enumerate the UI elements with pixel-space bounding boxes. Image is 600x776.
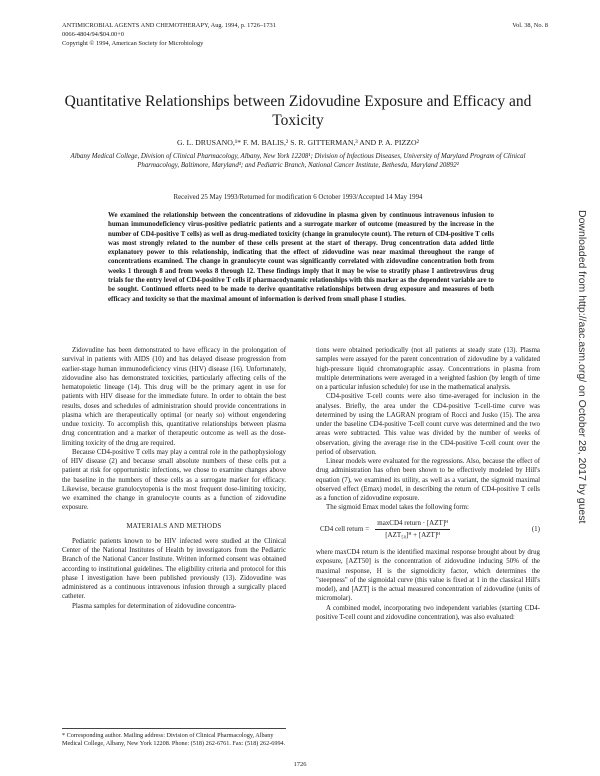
author-list: G. L. DRUSANO,¹* F. M. BALIS,² S. R. GITTERMAN,³ AND P. A. PIZZO² [176,138,419,147]
body-paragraph: tions were obtained periodically (not all patients at steady state (13). Plasma samples were assayed for the parent concentration of zidovudine by a validated high-pressure liquid chromatographic assay. Concentrations in plasma from multiple determinations were averaged in a weighted fashion (by length of time on a particular infusion schedule) for use in the mathematical analysis. [316,347,540,391]
corresponding-author-footnote [62,728,286,748]
intro-paragraph: Zidovudine has been demonstrated to have efficacy in the prolongation of survival in patients with AIDS (10) and has delayed disease progression from earlier-stage human immunodeficiency virus (HIV) disease (16). Unfortunately, zidovudine also has demonstrated toxicities, particularly affecting cells of the hematopoietic lineage (14). This drug will be the primary agent in use for patients with HIV disease for the immediate future. In order to obtain the best results, doses and schedules of administration should provide concentrations in plasma which are therapeutically optimal (or nearly so) without engendering undue toxicity. To accomplish this, quantitative relationships between plasma drug concentration and a marker of therapeutic outcome as well as the dose-limiting toxicity of the drug are required. [62,347,286,447]
right-column [316,346,540,622]
article-title: Quantitative Relationships between Zidovudine Exposure and Efficacy and Toxicity [64,93,532,129]
journal-citation: ANTIMICROBIAL AGENTS AND CHEMOTHERAPY, Aug. 1994, p. 1726–1731 [62,22,276,29]
author-affiliations: Albany Medical College, Division of Clinical Pharmacology, Albany, New York 12208¹; Division of Infectious Diseases, University of Maryland Program of Clinical Pharmacology, Baltimore, Maryland³; and Pediatric Branch, National Cancer Institute, Bethesda, Maryland 20892² [70,153,526,170]
body-paragraph: Because CD4-positive T cells may play a central role in the pathophysiology of HIV disease (2) and because small absolute numbers of these cells put a patient at risk for opportunistic infections, we chose to examine changes above the baseline in the numbers of these cells as a surrogate marker for efficacy. Likewise, because granulocytopenia is the most frequent dose-limiting toxicity, we examined the change in granulocyte counts as a function of zidovudine exposure. [62,448,286,512]
equation-numerator: maxCD4 return · [AZT]ᴴ [375,519,450,530]
equation-lhs: CD4 cell return = [320,524,370,533]
footnote-text: * Corresponding author. Mailing address: Division of Clinical Pharmacology, Albany Medical College, Albany, New York 12208. Phone: (518) 262-6761. Fax: (518) 262-6994. [62,732,286,747]
body-paragraph: where maxCD4 return is the identified maximal response brought about by drug exposure, [AZT50] is the concentration of zidovudine inducing 50% of the maximal response, H is the sigmoidicity factor, which determines the "steepness" of the sigmoidal curve (this value is fixed at 1 in the classical Hill's model), and [AZT] is the actual measured concentration of zidovudine (units of micromolar). [316,549,540,603]
equation-denominator: [AZT₅₀]ᴴ + [AZT]ᴴ [385,530,441,539]
body-paragraph: CD4-positive T-cell counts were also time-averaged for inclusion in the analyses. Briefly, the area under the CD4-positive T-cell-time curve was determined by using the LAGRAN program of Rocci and Jusko (15). The area under the baseline CD4-positive T-cell count curve was determined and the two areas were subtracted. This value was divided by the number of weeks of observation, giving the average rise in the CD4-positive T-cell count over the period of observation. [316,393,540,456]
equation-number: (1) [531,524,540,533]
abstract: We examined the relationship between the concentrations of zidovudine in plasma given by continuous intravenous infusion to human immunodeficiency virus-positive pediatric patients and a surrogate marker of outcome (measured by the increase in the number of CD4-positive T cells) as well as drug-mediated toxicity (change in granulocyte count). The return of CD4-positive T cells was most strongly related to the number of these cells present at the start of therapy. Drug concentration data added little explanatory power to this relationship, indicating that the effect of zidovudine was near maximal throughout the range of concentrations examined. The change in granulocyte count was significantly correlated with zidovudine concentration both from weeks 1 through 8 and from weeks 8 through 12. These findings imply that it may be wise to stratify phase I antiretrovirus drug trials for the entry level of CD4-positive T cells if pharmacodynamic relationships with this marker as the dependent variable are to be sought. Continued efforts need to be made to derive quantitative relationships between drug exposure and measures of both efficacy and toxicity so that the maximal amount of information is derived from small phase I studies. [108,212,494,303]
section-heading-methods: MATERIALS AND METHODS [126,522,222,530]
equation-fraction [375,519,450,541]
left-column [62,346,286,611]
body-paragraph: Linear models were evaluated for the regressions. Also, because the effect of drug administration has often been shown to be effectively modeled by Hill's equation (7), we examined its utility, as well as a variant, the sigmoid maximal observed effect (Emax) model, in describing the return of CD4-positive T cells as a function of zidovudine exposure. [316,458,540,502]
equation-1 [316,519,540,541]
body-paragraph: Pediatric patients known to be HIV infected were studied at the Clinical Center of the National Institutes of Health by investigators from the Pediatric Branch of the National Cancer Institute. Written informed consent was obtained according to institutional guidelines. The eligibility criteria and protocol for this phase I investigation have been published previously (13). Zidovudine was administered as a continuous intravenous infusion through a surgically placed catheter. [62,537,286,601]
issn: 0066-4804/94/$04.00+0 [62,30,125,38]
body-paragraph: Plasma samples for determination of zidovudine concentra- [72,602,237,610]
page-number: 1726 [293,761,307,768]
received-dates: Received 25 May 1993/Returned for modification 6 October 1993/Accepted 14 May 1994 [173,194,423,201]
volume-issue: Vol. 38, No. 8 [512,22,548,29]
copyright: Copyright © 1994, American Society for Microbiology [62,39,204,47]
journal-header [62,22,276,48]
body-paragraph: A combined model, incorporating two independent variables (starting CD4-positive T-cell count and zidovudine concentration), was also evaluated: [316,604,540,621]
download-watermark[interactable]: Downloaded from http://aac.asm.org/ on October 28, 2017 by guest [576,210,588,524]
body-paragraph: The sigmoid Emax model takes the following form: [326,504,469,512]
